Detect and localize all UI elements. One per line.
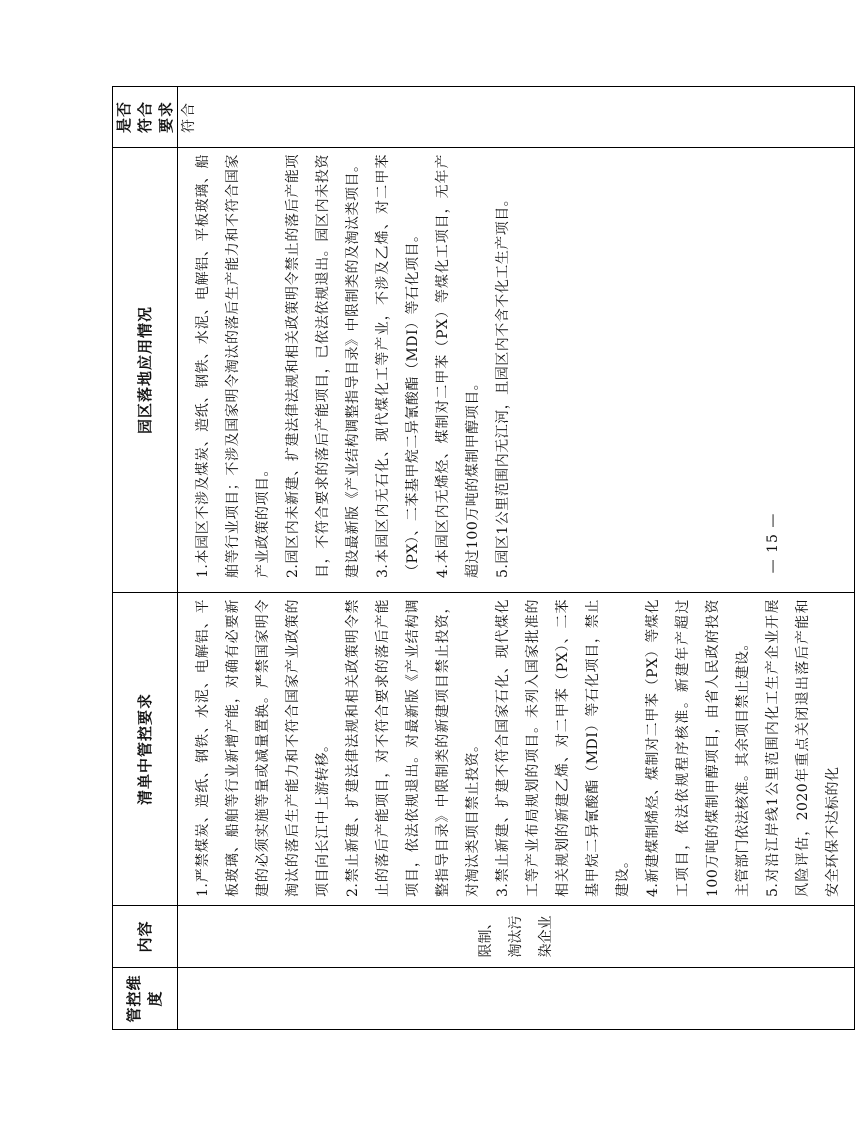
content-text: 限制、淘汰污染企业 (478, 915, 554, 958)
situation-item-2: 2.园区内未新建、扩建法律法规和相关政策明令禁止的落后产能项目，不符合要求的落后产能项目，已依法依规退出。园区内未投资建设最新版《产业结构调整指导目录》中限制类的及淘汰类项目。 (285, 154, 361, 578)
header-conform-text: 是否符合要求 (114, 101, 175, 134)
requirements-text (178, 593, 854, 905)
header-situation: 园区落地应用情况 (113, 148, 178, 593)
header-requirements: 清单中管控要求 (113, 593, 178, 906)
requirement-item-1: 1.严禁煤炭、造纸、钢铁、水泥、电解铝、平板玻璃、船舶等行业新增产能，对确有必要新建的必须实施等量或减量置换。严禁国家明令淘汰的落后生产能力和不符合国家产业政策的项目向长江中上游转移。 (195, 599, 331, 897)
header-content: 内容 (113, 906, 178, 968)
requirement-item-3: 3.禁止新建、扩建不符合国家石化、现代煤化工等产业布局规划的项目。未列入国家批准的相关规划的新建乙烯、对二甲苯（PX）、二苯基甲烷二异氰酸酯（MDI）等石化项目，禁止建设。 (495, 599, 631, 897)
cell-dimension (178, 968, 855, 1030)
situation-item-1: 1.本园区不涉及煤炭、造纸、钢铁、水泥、电解铝、平板玻璃、船舶等行业项目；不涉及国家明令淘汰的落后生产能力和不符合国家产业政策的项目。 (195, 154, 271, 578)
header-conform (113, 87, 178, 148)
table-row (178, 87, 855, 1030)
requirement-item-5: 5.对沿江岸线1公里范围内化工生产企业开展风险评估，2020年重点关闭退出落后产能和安全环保不达标的化 (765, 599, 841, 897)
cell-situation (178, 148, 855, 593)
table-header-row (113, 87, 178, 1030)
cell-conform: 符合 (178, 87, 855, 148)
situation-text (178, 148, 524, 592)
situation-item-4: 4.本园区内无烯烃、煤制对二甲苯（PX）等煤化工项目，无年产超过100万吨的煤制甲醇项目。 (435, 154, 481, 578)
situation-item-5: 5.园区1公里范围内无江河，且园区内不含不化工生产项目。 (495, 191, 511, 578)
situation-item-3: 3.本园区内无石化、现代煤化工等产业，不涉及乙烯、对二甲苯（PX）、二苯基甲烷二异氰酸酯（MDI）等石化项目。 (375, 154, 421, 578)
cell-requirements (178, 593, 855, 906)
cell-content (178, 906, 855, 968)
control-requirements-table (112, 86, 855, 1030)
header-dimension: 管控维度 (113, 968, 178, 1030)
requirement-item-2: 2.禁止新建、扩建法律法规和相关政策明令禁止的落后产能项目，对不符合要求的落后产能项目，依法依规退出。对最新版《产业结构调整指导目录》中限制类的新建项目禁止投资，对淘汰类项目禁止投资。 (345, 599, 481, 897)
page-number: — 15 — (765, 512, 781, 574)
requirement-item-4: 4.新建煤制烯烃、煤制对二甲苯（PX）等煤化工项目，依法依规程序核准。新建年产超过100万吨的煤制甲醇项目，由省人民政府投资主管部门依法核准。其余项目禁止建设。 (645, 599, 751, 897)
